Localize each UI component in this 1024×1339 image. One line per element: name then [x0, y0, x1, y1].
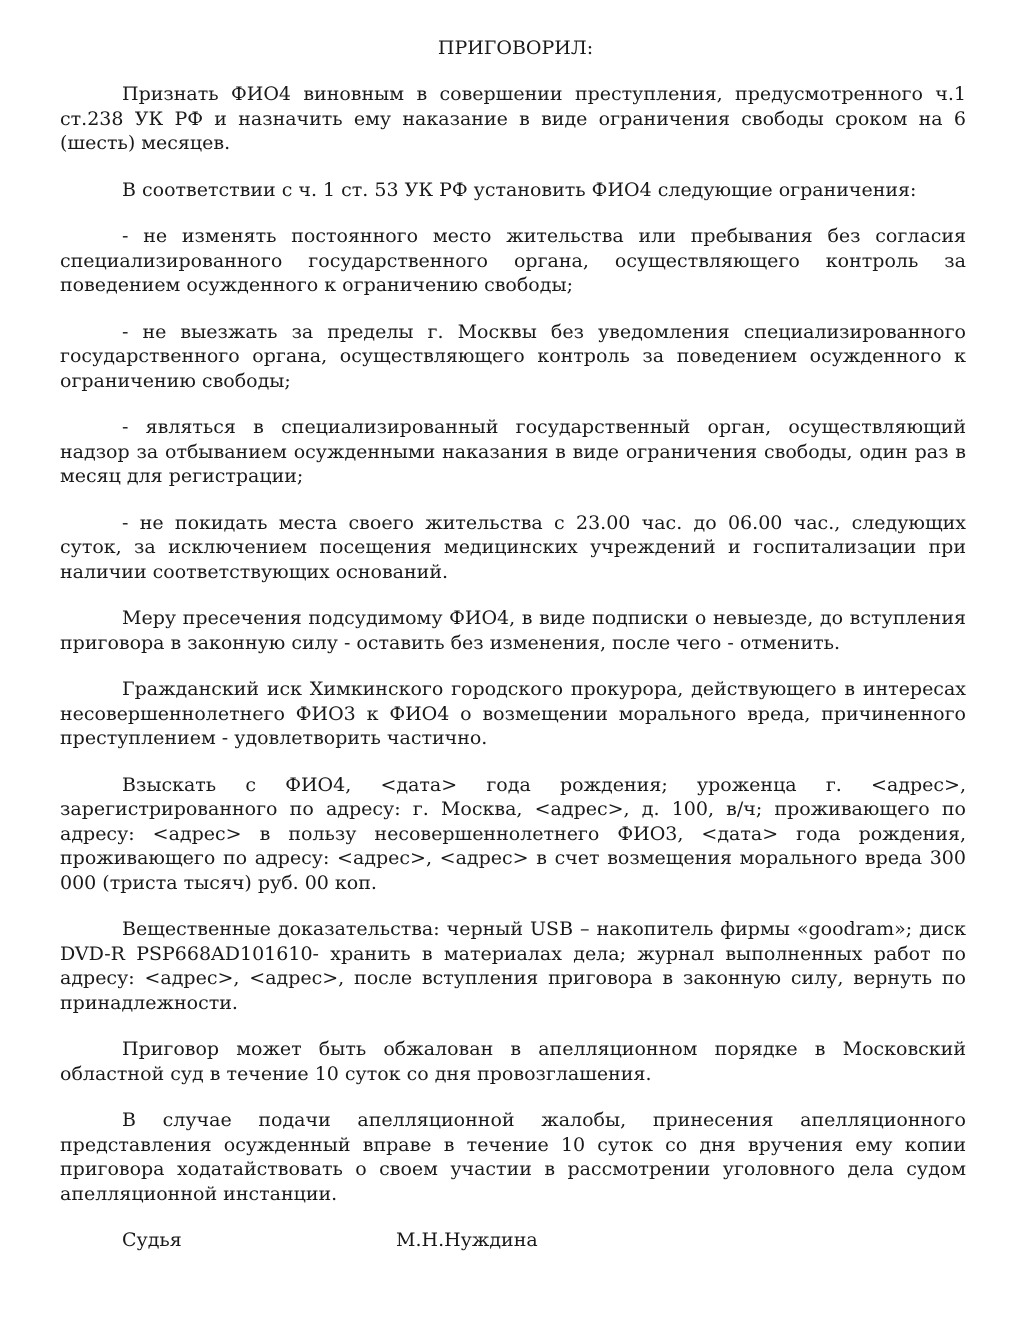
signature-name: М.Н.Нуждина — [396, 1229, 538, 1251]
paragraph-restriction-residence: - не изменять постоянного место жительства или пребывания без согласия специализированного государственного органа, осуществляющего контроль за поведением осужденного к ограничению свободы; — [60, 225, 966, 296]
paragraph-appeal-participation: В случае подачи апелляционной жалобы, принесения апелляционного представления осужденный вправе в течение 10 суток со дня вручения ему копии приговора ходатайствовать о своем участии в рассмотрении уголовного дела судом апелляционной инстанции. — [60, 1109, 966, 1205]
paragraph-civil-claim: Гражданский иск Химкинского городского прокурора, действующего в интересах несовершеннолетнего ФИО3 к ФИО4 о возмещении морального вреда, причиненного преступлением - удовлетворить частично. — [60, 678, 966, 749]
document-title: ПРИГОВОРИЛ: — [437, 37, 594, 59]
signature-role: Судья — [122, 1229, 182, 1251]
paragraph-restriction-registration: - являться в специализированный государственный орган, осуществляющий надзор за отбыванием осужденными наказания в виде ограничения свободы, один раз в месяц для регистрации; — [60, 416, 966, 487]
paragraph-preventive-measure: Меру пресечения подсудимому ФИО4, в виде подписки о невыезде, до вступления приговора в законную силу - оставить без изменения, после чего - отменить. — [60, 607, 966, 654]
paragraph-evidence: Вещественные доказательства: черный USB – накопитель фирмы «goodram»; диск DVD-R PSP668AD101610- хранить в материалах дела; журнал выполненных работ по адресу: <адрес>, <адрес>, после вступления приговора в законную силу, вернуть по принадлежности. — [60, 918, 966, 1014]
paragraph-verdict: Признать ФИО4 виновным в совершении преступления, предусмотренного ч.1 ст.238 УК РФ и назначить ему наказание в виде ограничения свободы сроком на 6 (шесть) месяцев. — [60, 83, 966, 154]
paragraph-restriction-travel: - не выезжать за пределы г. Москвы без уведомления специализированного государственного органа, осуществляющего контроль за поведением осужденного к ограничению свободы; — [60, 320, 966, 392]
paragraph-recovery: Взыскать с ФИО4, <дата> года рождения; уроженца г. <адрес>, зарегистрированного по адресу: г. Москва, <адрес>, д. 100, в/ч; проживающего по адресу: <адрес> в пользу несовершеннолетнего ФИО3, <дата> года рождения, проживающего по адресу: <адрес>, <адрес> в счет возмещения морального вреда 300 000 (триста тысяч) руб. 00 коп. — [60, 773, 966, 894]
paragraph-restriction-curfew: - не покидать места своего жительства с 23.00 час. до 06.00 час., следующих суток, за исключением посещения медицинских учреждений и госпитализации при наличии соответствующих оснований. — [60, 511, 966, 583]
paragraph-appeal: Приговор может быть обжалован в апелляционном порядке в Московский областной суд в течение 10 суток со дня провозглашения. — [60, 1038, 966, 1085]
paragraph-restrictions-intro: В соответствии с ч. 1 ст. 53 УК РФ установить ФИО4 следующие ограничения: — [122, 178, 917, 201]
signature-block — [60, 1228, 966, 1254]
document-page — [60, 36, 966, 1254]
